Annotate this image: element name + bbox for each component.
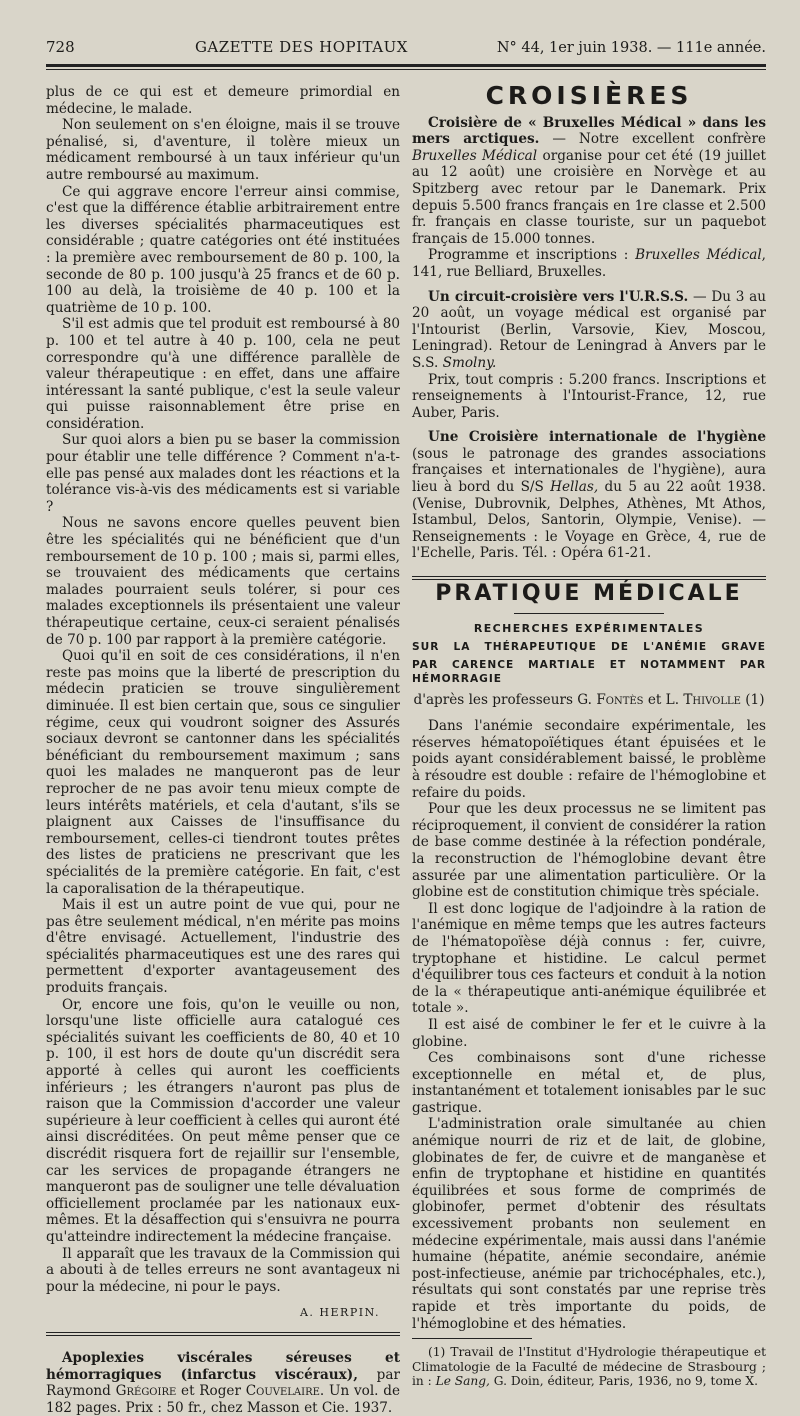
- page-number: 728: [46, 38, 75, 56]
- book-title: Apoplexies viscérales séreuses et hémorragiques (infarctus viscéraux),: [46, 1349, 400, 1383]
- footnote: (1) Travail de l'Institut d'Hydrologie thérapeutique et Climatologie de la Faculté de médecine de Strasbourg ; in : Le Sang, G. Doin, éditeur, Paris, 1936, no 9, tome X.: [412, 1345, 766, 1389]
- book-review: Apoplexies viscérales séreuses et hémorragiques (infarctus viscéraux), par Raymond Grégoire et Roger Couvelaire. Un vol. de 182 pages. Prix : 50 fr., chez Masson et Cie. 1937.: [46, 1349, 400, 1416]
- columns: [46, 81, 766, 1416]
- section-title-croisieres: CROISIÈRES: [485, 81, 693, 110]
- paragraph: Il est aisé de combiner le fer et le cuivre à la globine.: [412, 1016, 766, 1050]
- journal-title: GAZETTE DES HOPITAUX: [194, 38, 408, 56]
- footnote-rule: [412, 1338, 532, 1339]
- paragraph: plus de ce qui est et demeure primordial en médecine, le malade.: [46, 84, 400, 117]
- section-divider: [46, 1332, 400, 1336]
- issue-info: N° 44, 1er juin 1938. — 111e année.: [496, 40, 766, 56]
- paragraph: S'il est admis que tel produit est remboursé à 80 p. 100 et tel autre à 40 p. 100, cela ne peut correspondre qu'à une différence parallèle de valeur thérapeutique : en effet, dans une affaire intéressant la santé publique, c'est la seule valeur qui puisse raisonnablement être prise en considération.: [46, 316, 400, 432]
- paragraph: Quoi qu'il en soit de ces considérations, il n'en reste pas moins que la liberté de prescription du médecin praticien se trouve singulièrement diminuée. Il est bien certain que, sous ce singulier régime, ceux qui voudront soigner des Assurés sociaux devront se cantonner dans les spécialités bénéficiant du remboursement maximum ; sans quoi les malades ne manqueront pas de leur reprocher de ne pas avoir tenu mieux compte de leurs intérêts matériels, et cela d'autant, s'ils se plaignent aux Caisses de l'insuffisance du remboursement, celles-ci tiendront toutes prêtes des listes de praticiens ne prescrivant que les spécialités de la première catégorie. En fait, c'est la caporalisation de la thérapeutique.: [46, 648, 400, 897]
- section-divider: [412, 576, 766, 580]
- article-subhead: RECHERCHES EXPÉRIMENTALES: [473, 621, 705, 635]
- paragraph: L'administration orale simultanée au chien anémique nourri de riz et de lait, de globine, globinates de fer, de cuivre et de manganèse et enfin de tryptophane et histidine en quantités équilibrées et sous forme de comprimés de globinofer, permet d'obtenir des résultats excessivement probants non seulement en médecine expérimentale, mais aussi dans l'anémie humaine (hépatite, anémie secondaire, anémie post-infectieuse, anémie par trichocéphales, etc.), résultats qui sont constatés par une reprise très rapide et très importante du poids, de l'hémoglobine et des hématies.: [412, 1116, 766, 1332]
- cruise-item: Un circuit-croisière vers l'U.R.S.S. — Du 3 au 20 août, un voyage médical est organisé par l'Intourist (Berlin, Varsovie, Kiev, Moscou, Leningrad). Retour de Leningrad à Anvers par le S.S. Smolny.: [412, 288, 766, 371]
- paragraph: Nous ne savons encore quelles peuvent bien être les spécialités qui ne bénéficient que d'un remboursement de 10 p. 100 ; mais si, parmi elles, se trouvaient des médicaments que certains malades pourraient seuls tolérer, si pour ces malades exceptionnels ils présentaient une valeur thérapeutique certaine, ceux-ci seraient pénalisés de 70 p. 100 par rapport à la première catégorie.: [46, 515, 400, 648]
- left-column: [46, 84, 400, 1416]
- cruise-item: Une Croisière internationale de l'hygiène (sous le patronage des grandes associations françaises et internationales de l'hygiène), aura lieu à bord du S/S Hellas, du 5 au 22 août 1938. (Venise, Dubrovnik, Delphes, Athènes, Mt Athos, Istambul, Delos, Santorin, Olympie, Venise). — Renseignements : le Voyage en Grèce, 4, rue de l'Echelle, Paris. Tél. : Opéra 61-21.: [412, 429, 766, 562]
- paragraph: Non seulement on s'en éloigne, mais il se trouve pénalisé, si, d'aventure, il tolère mieux un médicament remboursé à un taux inférieur qu'un autre remboursé au maximum.: [46, 117, 400, 183]
- paragraph: Pour que les deux processus ne se limitent pas réciproquement, il convient de considérer la ration de base comme destinée à la réfection pondérale, la reconstruction de l'hémoglobine devant être assurée par une alimentation particulière. Or la globine est de constitution chimique très spéciale.: [412, 801, 766, 901]
- book-author: Grégoire: [115, 1383, 177, 1400]
- paragraph: Dans l'anémie secondaire expérimentale, les réserves hématopoïétiques étant épuisées et le poids ayant considérablement baissé, le problème à résoudre est double : refaire de l'hémoglobine et refaire du poids.: [412, 718, 766, 801]
- article-subhead: PAR CARENCE MARTIALE ET NOTAMMENT PAR HÉMORRAGIE: [412, 658, 766, 685]
- header-rule-thin: [46, 69, 766, 70]
- paragraph: Il est donc logique de l'adjoindre à la ration de l'anémique en même temps que les autres facteurs de l'hématopoïèse déjà connus : fer, cuivre, tryptophane et histidine. Le calcul permet d'équilibrer tous ces facteurs et conduit à la notion de la « thérapeutique anti-anémique équilibrée et totale ».: [412, 900, 766, 1017]
- cruise-item: Croisière de « Bruxelles Médical » dans les mers arctiques. — Notre excellent confrère Bruxelles Médical organise pour cet été (19 juillet au 12 août) une croisière en Norvège et au Spitzberg avec retour par le Danemark. Prix depuis 5.500 francs français en 1re classe et 2.500 fr. français en classe touriste, sur un paquebot français de 15.000 tonnes.: [412, 114, 766, 247]
- paragraph: Ces combinaisons sont d'une richesse exceptionnelle en métal et, de plus, instantanément et totalement ionisables par le suc gastrique.: [412, 1050, 766, 1116]
- article-byline: d'après les professeurs G. Fontès et L. Thivolle (1): [413, 691, 765, 708]
- paragraph: Il apparaît que les travaux de la Commission qui a abouti à de telles erreurs ne sont avantageux ni pour la médecine, ni pour le pays.: [46, 1245, 400, 1295]
- paragraph: Or, encore une fois, qu'on le veuille ou non, lorsqu'une liste officielle aura catalogué ces spécialités suivant les coefficients de 80, 40 et 10 p. 100, il est hors de doute qu'un discrédit sera apporté à celles qui auront les coefficients inférieurs ; les étrangers n'auront pas plus de raison que la Commission d'accorder une valeur supérieure à leur coefficient à celles qui auront été ainsi discréditées. On peut même penser que ce discrédit risquera fort de rejaillir sur l'ensemble, car les services de propagande étrangers ne manqueront pas de souligner une telle dévaluation officiellement proclamée par les nationaux eux-mêmes. Et la désaffection qui s'ensuivra ne pourra qu'atteindre indirectement la médecine française.: [46, 996, 400, 1245]
- right-column: [412, 81, 766, 1416]
- header-rule: [46, 64, 766, 67]
- short-rule: [514, 613, 664, 614]
- book-author: Couvelaire: [245, 1383, 320, 1400]
- paragraph: Sur quoi alors a bien pu se baser la commission pour établir une telle différence ? Comment n'a-t-elle pas pensé aux malades dont les réactions et la tolérance vis-à-vis des médicaments est si variable ?: [46, 432, 400, 515]
- cruise-item-extra: Prix, tout compris : 5.200 francs. Inscriptions et renseignements à l'Intourist-France, 12, rue Auber, Paris.: [412, 371, 766, 421]
- paragraph: Mais il est un autre point de vue qui, pour ne pas être seulement médical, n'en mérite pas moins d'être envisagé. Actuellement, l'industrie des spécialités pharmaceutiques est une des rares qui permettent d'exporter avantageusement des produits français.: [46, 897, 400, 997]
- article-subhead: SUR LA THÉRAPEUTIQUE DE L'ANÉMIE GRAVE: [412, 640, 766, 653]
- author-signature: A. HERPIN.: [299, 1306, 380, 1320]
- page-header: [46, 38, 766, 60]
- section-title-pratique: PRATIQUE MÉDICALE: [435, 581, 743, 607]
- paragraph: Ce qui aggrave encore l'erreur ainsi commise, c'est que la différence établie arbitrairement entre les diverses spécialités pharmaceutiques est considérable ; quatre catégories ont été instituées : la première avec remboursement de 80 p. 100, la seconde de 80 p. 100 jusqu'à 25 francs et de 60 p. 100 au delà, la troisième de 40 p. 100 et la quatrième de 10 p. 100.: [46, 183, 400, 316]
- cruise-item-extra: Programme et inscriptions : Bruxelles Médical, 141, rue Belliard, Bruxelles.: [412, 247, 766, 280]
